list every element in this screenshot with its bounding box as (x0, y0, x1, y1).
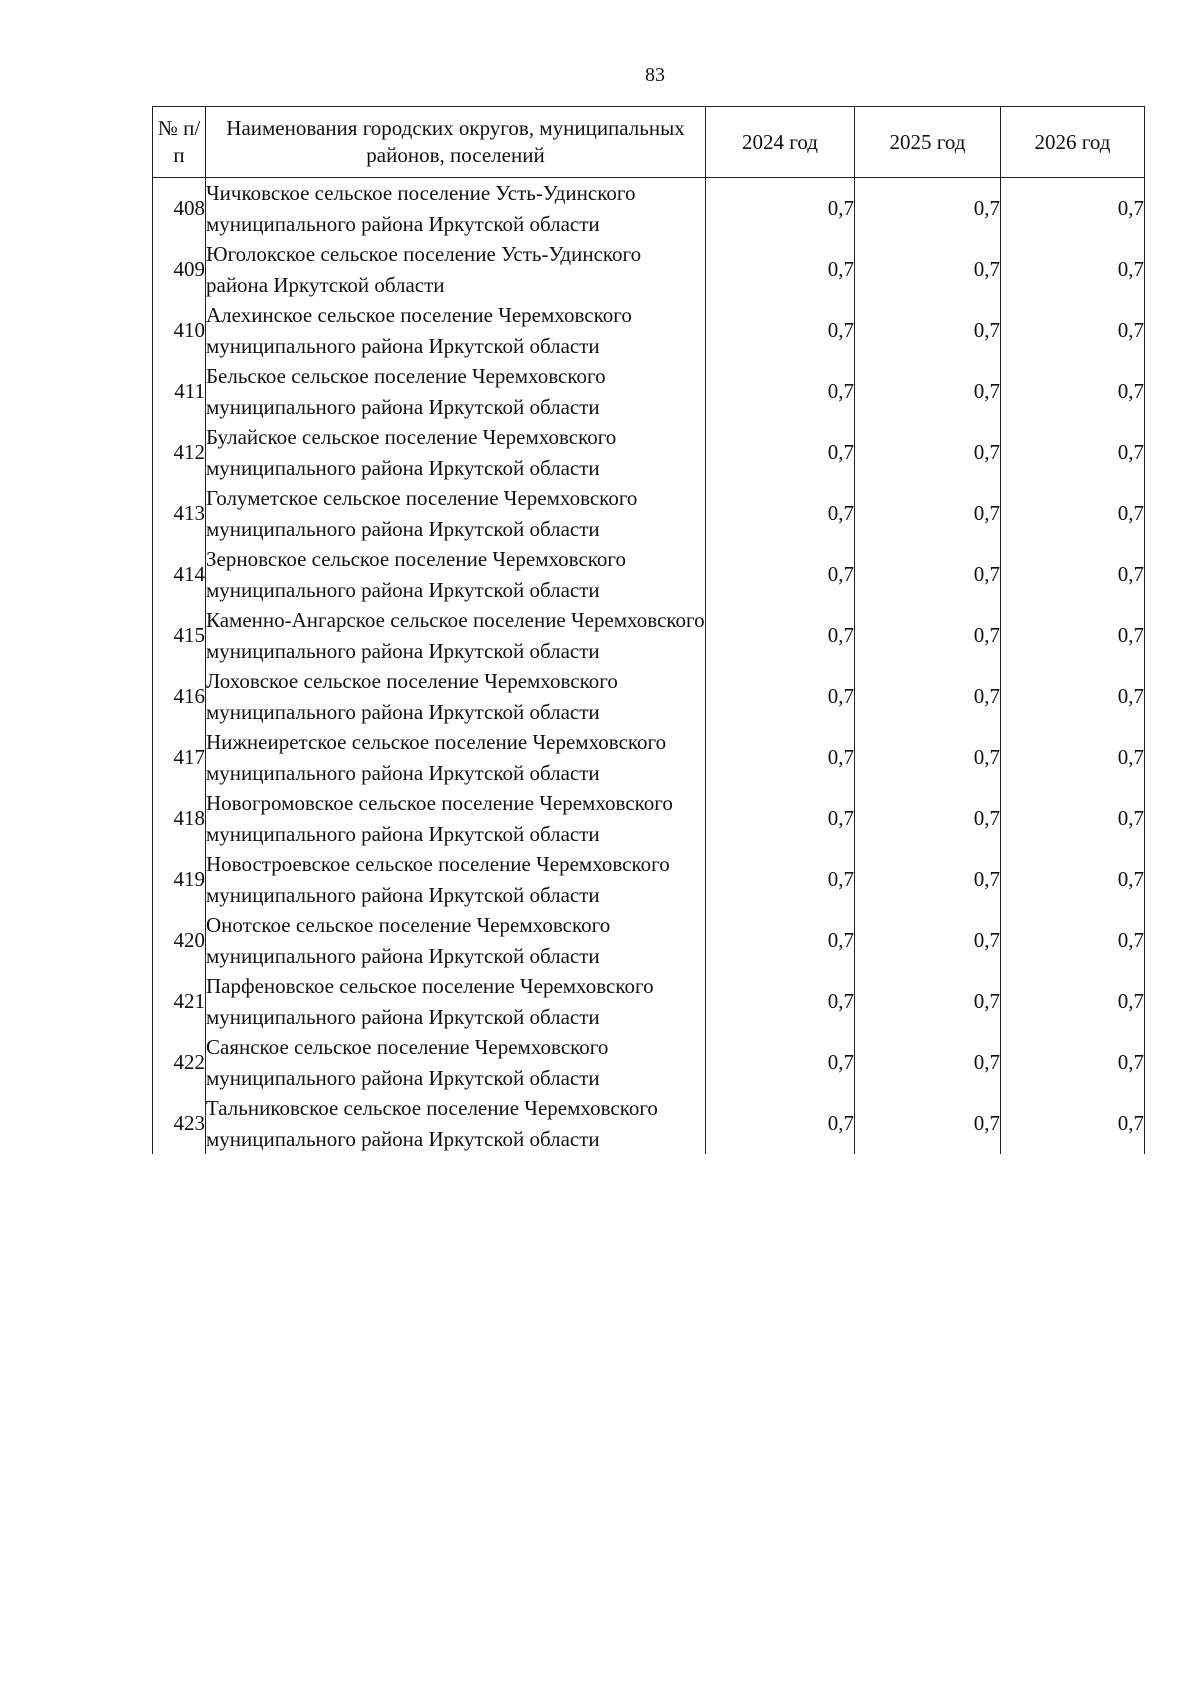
value-2025: 0,7 (855, 971, 1001, 1032)
row-number: 418 (153, 788, 206, 849)
value-2025: 0,7 (855, 605, 1001, 666)
settlement-name: Новогромовское сельское поселение Черемховского муниципального района Иркутской области (206, 788, 706, 849)
value-2026: 0,7 (1001, 1032, 1145, 1093)
value-2025: 0,7 (855, 178, 1001, 240)
table-body (153, 178, 1145, 1155)
table-row (153, 605, 1145, 666)
value-2025: 0,7 (855, 483, 1001, 544)
table-row (153, 361, 1145, 422)
row-number: 416 (153, 666, 206, 727)
value-2026: 0,7 (1001, 178, 1145, 240)
value-2024: 0,7 (706, 605, 855, 666)
table-row (153, 849, 1145, 910)
row-number: 409 (153, 239, 206, 300)
table-row (153, 910, 1145, 971)
settlement-name: Бельское сельское поселение Черемховского муниципального района Иркутской области (206, 361, 706, 422)
value-2024: 0,7 (706, 788, 855, 849)
settlement-name: Тальниковское сельское поселение Черемховского муниципального района Иркутской области (206, 1093, 706, 1154)
table-row (153, 727, 1145, 788)
value-2026: 0,7 (1001, 727, 1145, 788)
value-2024: 0,7 (706, 178, 855, 240)
value-2025: 0,7 (855, 1093, 1001, 1154)
value-2026: 0,7 (1001, 300, 1145, 361)
settlement-name: Парфеновское сельское поселение Черемховского муниципального района Иркутской области (206, 971, 706, 1032)
table-row (153, 544, 1145, 605)
value-2026: 0,7 (1001, 239, 1145, 300)
settlement-name: Зерновское сельское поселение Черемховского муниципального района Иркутской области (206, 544, 706, 605)
value-2024: 0,7 (706, 849, 855, 910)
value-2025: 0,7 (855, 361, 1001, 422)
settlement-name: Онотское сельское поселение Черемховского муниципального района Иркутской области (206, 910, 706, 971)
settlement-name: Новостроевское сельское поселение Черемховского муниципального района Иркутской области (206, 849, 706, 910)
value-2026: 0,7 (1001, 422, 1145, 483)
settlement-name: Голуметское сельское поселение Черемховского муниципального района Иркутской области (206, 483, 706, 544)
value-2026: 0,7 (1001, 1093, 1145, 1154)
value-2026: 0,7 (1001, 971, 1145, 1032)
value-2025: 0,7 (855, 849, 1001, 910)
value-2025: 0,7 (855, 788, 1001, 849)
row-number: 413 (153, 483, 206, 544)
value-2025: 0,7 (855, 422, 1001, 483)
value-2026: 0,7 (1001, 544, 1145, 605)
table-row (153, 300, 1145, 361)
row-number: 423 (153, 1093, 206, 1154)
row-number: 410 (153, 300, 206, 361)
value-2024: 0,7 (706, 483, 855, 544)
row-number: 411 (153, 361, 206, 422)
value-2024: 0,7 (706, 300, 855, 361)
table-row (153, 788, 1145, 849)
value-2026: 0,7 (1001, 361, 1145, 422)
value-2026: 0,7 (1001, 788, 1145, 849)
table-row (153, 666, 1145, 727)
settlement-name: Каменно-Ангарское сельское поселение Черемховского муниципального района Иркутской области (206, 605, 706, 666)
value-2024: 0,7 (706, 239, 855, 300)
table-row (153, 1032, 1145, 1093)
table-row (153, 483, 1145, 544)
row-number: 421 (153, 971, 206, 1032)
value-2024: 0,7 (706, 666, 855, 727)
municipal-coefficients-table (152, 106, 1145, 1154)
header-year-2025: 2025 год (855, 107, 1001, 178)
table-row (153, 971, 1145, 1032)
settlement-name: Юголокское сельское поселение Усть-Удинского района Иркутской области (206, 239, 706, 300)
row-number: 408 (153, 178, 206, 240)
value-2025: 0,7 (855, 544, 1001, 605)
header-name: Наименования городских округов, муниципальных районов, поселений (206, 107, 706, 178)
settlement-name: Саянское сельское поселение Черемховского муниципального района Иркутской области (206, 1032, 706, 1093)
value-2026: 0,7 (1001, 605, 1145, 666)
value-2024: 0,7 (706, 910, 855, 971)
header-year-2026: 2026 год (1001, 107, 1145, 178)
row-number: 419 (153, 849, 206, 910)
settlement-name: Чичковское сельское поселение Усть-Удинского муниципального района Иркутской области (206, 178, 706, 240)
value-2024: 0,7 (706, 1032, 855, 1093)
value-2026: 0,7 (1001, 666, 1145, 727)
table-row (153, 239, 1145, 300)
header-row-number: № п/п (153, 107, 206, 178)
settlement-name: Нижнеиретское сельское поселение Черемховского муниципального района Иркутской области (206, 727, 706, 788)
value-2026: 0,7 (1001, 849, 1145, 910)
row-number: 412 (153, 422, 206, 483)
value-2024: 0,7 (706, 727, 855, 788)
row-number: 417 (153, 727, 206, 788)
row-number: 414 (153, 544, 206, 605)
value-2025: 0,7 (855, 300, 1001, 361)
row-number: 420 (153, 910, 206, 971)
value-2024: 0,7 (706, 1093, 855, 1154)
row-number: 422 (153, 1032, 206, 1093)
row-number: 415 (153, 605, 206, 666)
table-row (153, 1093, 1145, 1154)
value-2025: 0,7 (855, 727, 1001, 788)
settlement-name: Лоховское сельское поселение Черемховского муниципального района Иркутской области (206, 666, 706, 727)
value-2025: 0,7 (855, 1032, 1001, 1093)
value-2024: 0,7 (706, 971, 855, 1032)
settlement-name: Булайское сельское поселение Черемховского муниципального района Иркутской области (206, 422, 706, 483)
table-row (153, 422, 1145, 483)
value-2024: 0,7 (706, 422, 855, 483)
settlement-name: Алехинское сельское поселение Черемховского муниципального района Иркутской области (206, 300, 706, 361)
table-row (153, 178, 1145, 240)
value-2026: 0,7 (1001, 910, 1145, 971)
value-2025: 0,7 (855, 910, 1001, 971)
value-2026: 0,7 (1001, 483, 1145, 544)
page-number: 83 (645, 64, 665, 86)
value-2025: 0,7 (855, 666, 1001, 727)
header-year-2024: 2024 год (706, 107, 855, 178)
value-2025: 0,7 (855, 239, 1001, 300)
value-2024: 0,7 (706, 361, 855, 422)
value-2024: 0,7 (706, 544, 855, 605)
table-header-row (153, 107, 1145, 178)
